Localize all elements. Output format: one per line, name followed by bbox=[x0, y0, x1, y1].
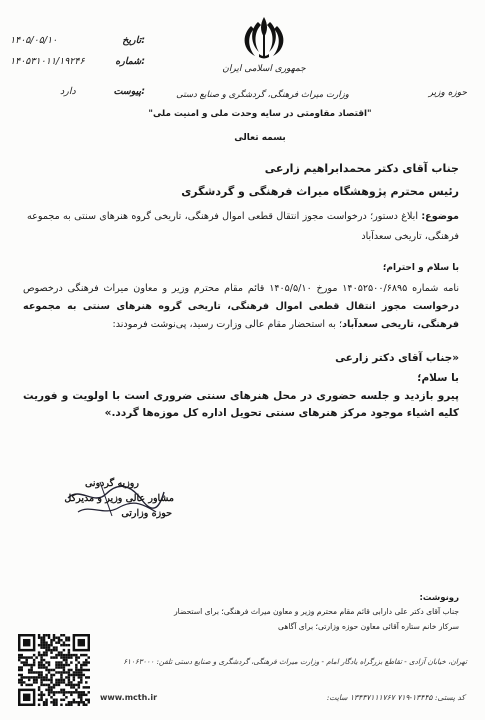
subject bbox=[27, 207, 459, 247]
date-label: تاریخ: bbox=[122, 35, 145, 46]
greeting: با سلام و احترام؛ bbox=[382, 263, 459, 273]
recipient-name: جناب آقای دکتر محمدابراهیم زارعی bbox=[264, 162, 459, 175]
ministry-title: وزارت میراث فرهنگی، گردشگری و صنایع دستی bbox=[176, 90, 349, 100]
body-paragraph bbox=[23, 280, 459, 334]
quote-addressee: «جناب آقای دکتر زارعی bbox=[335, 352, 459, 364]
attachment-row bbox=[60, 86, 145, 97]
number-label: شماره: bbox=[115, 56, 145, 67]
date-row bbox=[10, 35, 145, 46]
basmala: بسمه تعالی bbox=[234, 133, 286, 143]
slogan: "اقتصاد مقاومتی در سایه وحدت ملی و امنیت ملی" bbox=[148, 109, 372, 119]
subject-label: موضوع: bbox=[421, 211, 459, 222]
qr-code-icon bbox=[18, 634, 90, 706]
body-text-c-bold: سعدآباد bbox=[342, 319, 378, 330]
attachment-value: دارد bbox=[60, 86, 76, 97]
signature-block bbox=[60, 476, 174, 526]
signer-name: روزبه گردونی bbox=[85, 478, 139, 489]
number-value: ۱۴۰۵۳۱۰۱۱/۱۹۲۴۶ bbox=[10, 56, 85, 67]
footer-address: تهران، خیابان آزادی - تقاطع بزرگراه یادگار امام - وزارت میراث فرهنگی، گردشگری و صنایع دستی تلفن: ۶۱۰۶۳۰۰۰ bbox=[123, 657, 467, 666]
republic-title: جمهوری اسلامی ایران bbox=[222, 64, 306, 74]
footer-website: www.mcth.ir bbox=[100, 693, 158, 702]
footer-contact bbox=[100, 693, 465, 702]
cc-line-1: جناب آقای دکتر علی دارابی قائم مقام محترم وزیر و معاون میراث فرهنگی؛ برای استحضار bbox=[173, 607, 459, 616]
number-row bbox=[10, 56, 145, 67]
signer-title: مشاور عالی وزیر و مدیرکل bbox=[64, 493, 174, 504]
cc-line-2: سرکار خانم ستاره آقائی معاون حوزه وزارتی؛ برای آگاهی bbox=[278, 622, 459, 631]
body-text-b-bold: درخواست مجوز انتقال قطعی اموال فرهنگی، تاریخی گروه هنرهای سنتی به مجموعه فرهنگی، تاریخی bbox=[23, 301, 459, 330]
body-text-a: نامه شماره ۱۴۰۵۲۵۰۰/۶۸۹۵ مورخ ۱۴۰۵/۵/۱۰ قائم مقام محترم وزیر و معاون میراث فرهنگی bbox=[67, 283, 459, 294]
recipient-title: رئیس محترم پژوهشگاه میراث فرهنگی و گردشگری bbox=[181, 185, 459, 198]
office-label: حوزه وزیر bbox=[428, 88, 467, 98]
body-text-c: ؛ به استحضار مقام عالی وزارت رسید، پی‌نوشت فرمودند: bbox=[112, 319, 343, 330]
cc-label: رونوشت: bbox=[419, 593, 459, 603]
footer-postal: کد پستی: ۱۳۴۴۵-۷۱۹ ۱۳۴۳۷۱۱۱۷۶۷ سایت: bbox=[326, 693, 465, 702]
attachment-label: پیوست: bbox=[113, 86, 145, 97]
date-value: ۱۴۰۵/۰۵/۱۰ bbox=[10, 35, 58, 46]
body-text-b: درخصوص bbox=[23, 283, 63, 294]
quote-greeting: با سلام؛ bbox=[417, 372, 459, 384]
iran-emblem-icon bbox=[239, 14, 289, 60]
subject-text: ابلاغ دستور؛ درخواست مجوز انتقال قطعی اموال فرهنگی، تاریخی گروه هنرهای سنتی به مجموعه فرهنگی، تاریخی سعدآباد bbox=[27, 211, 459, 242]
signer-office: حوزه وزارتی bbox=[121, 508, 172, 519]
quote-text: پیرو بازدید و جلسه حضوری در محل هنرهای سنتی ضروری است با اولویت و فوریت کلیه اشیاء موجود مرکز هنرهای سنتی تحویل اداره کل موزه‌ها گردد.» bbox=[23, 390, 459, 419]
